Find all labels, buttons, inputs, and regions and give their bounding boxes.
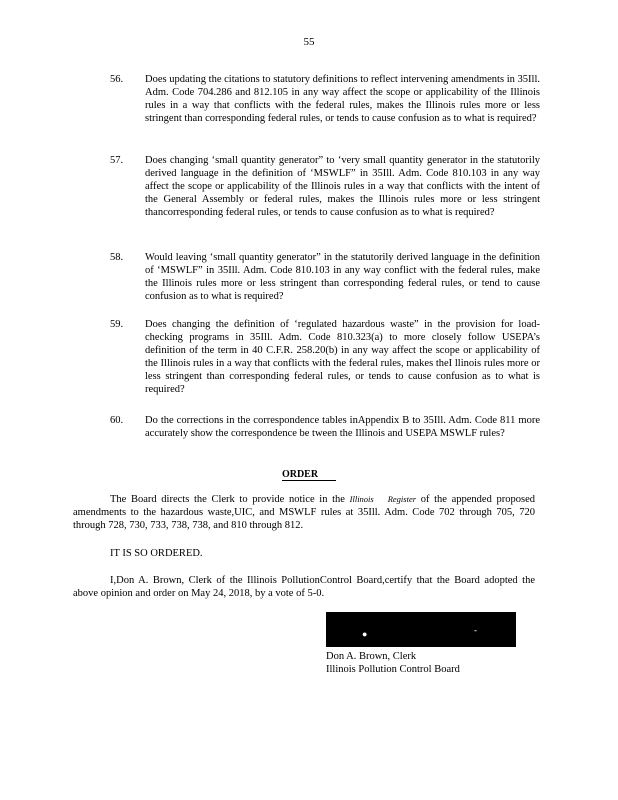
question-number: 58.: [110, 252, 124, 263]
question-text: Do the corrections in the correspondence tables inAppendix B to 35Ill. Adm. Code 811 more accurately show the correspondence be tween the Illinois and USEPA MSWLF rules?: [145, 415, 540, 439]
question-text: Does changing ‘small quantity generator” to ‘very small quantity generator in the statutorily derived language in the definition of ‘MSWLF” in 35Ill. Adm. Code 810.103 in any way affect the scope or applicability of the Illinois rules in a way that conflicts with the intent of the General Assembly or federal rules, makes the Illinois rules more or less stringent thancorresponding federal rules, or tends to cause confusion as to what is required?: [145, 155, 540, 218]
question-number: 60.: [110, 415, 124, 426]
question-text: Does updating the citations to statutory definitions to reflect intervening amendments in 35Ill. Adm. Code 704.286 and 812.105 in any way affect the scope or applicability of the Illinois rules in a way that conflicts with the federal rules, makes the Illinois rules more or less stringent than corresponding federal rules, or tends to cause confusion as to what is required?: [145, 74, 540, 124]
signature-tick-icon: -: [474, 625, 477, 635]
redacted-signature: [326, 612, 516, 647]
signature-mark-icon: ●: [362, 629, 368, 639]
question-number: 56.: [110, 74, 124, 85]
order-italic-illinois: Illinois: [349, 494, 374, 504]
order-italic-register: Register: [387, 494, 417, 504]
question-text: Does changing the definition of ‘regulated hazardous waste” in the provision for load-checking programs in 35Ill. Adm. Code 810.323(a) to more closely follow USEPA’s definition of the term in 40 C.F.R. 258.20(b) in any way affect the scope or applicability of the Illinois rules in a way that conflicts with the federal rules, makes theI llinois rules more or less stringent than corresponding federal rules, or tends to cause confusion as to what is required?: [145, 319, 540, 395]
signature-name: Don A. Brown, Clerk: [326, 651, 417, 662]
order-heading-text: ORDER: [282, 469, 336, 481]
page-number: 55: [303, 36, 315, 48]
question-number: 59.: [110, 319, 124, 330]
order-paragraph: [73, 493, 535, 532]
question-text: Would leaving ‘small quantity generator” in the statutorily derived language in the definition of ‘MSWLF” in 35Ill. Adm. Code 810.103 in any way conflict with the federal rules, make the Illinois rules more or less stringent than corresponding federal rules, or tend to cause confusion as to what is required?: [145, 252, 540, 302]
so-ordered: IT IS SO ORDERED.: [110, 548, 203, 559]
certification-paragraph: I,Don A. Brown, Clerk of the Illinois PollutionControl Board,certify that the Board adopted the above opinion and order on May 24, 2018, by a vote of 5-0.: [73, 575, 535, 599]
order-heading: [0, 468, 618, 481]
order-text-after: of the appended proposed amendments to the hazardous waste,UIC, and MSWLF rules at 35Ill. Adm. Code 702 through 705, 720 through 728, 730, 733, 738, 738, and 810 through 812.: [73, 494, 535, 531]
signature-title: Illinois Pollution Control Board: [326, 664, 460, 675]
order-text-before: The Board directs the Clerk to provide notice in the: [110, 494, 350, 505]
question-number: 57.: [110, 155, 124, 166]
